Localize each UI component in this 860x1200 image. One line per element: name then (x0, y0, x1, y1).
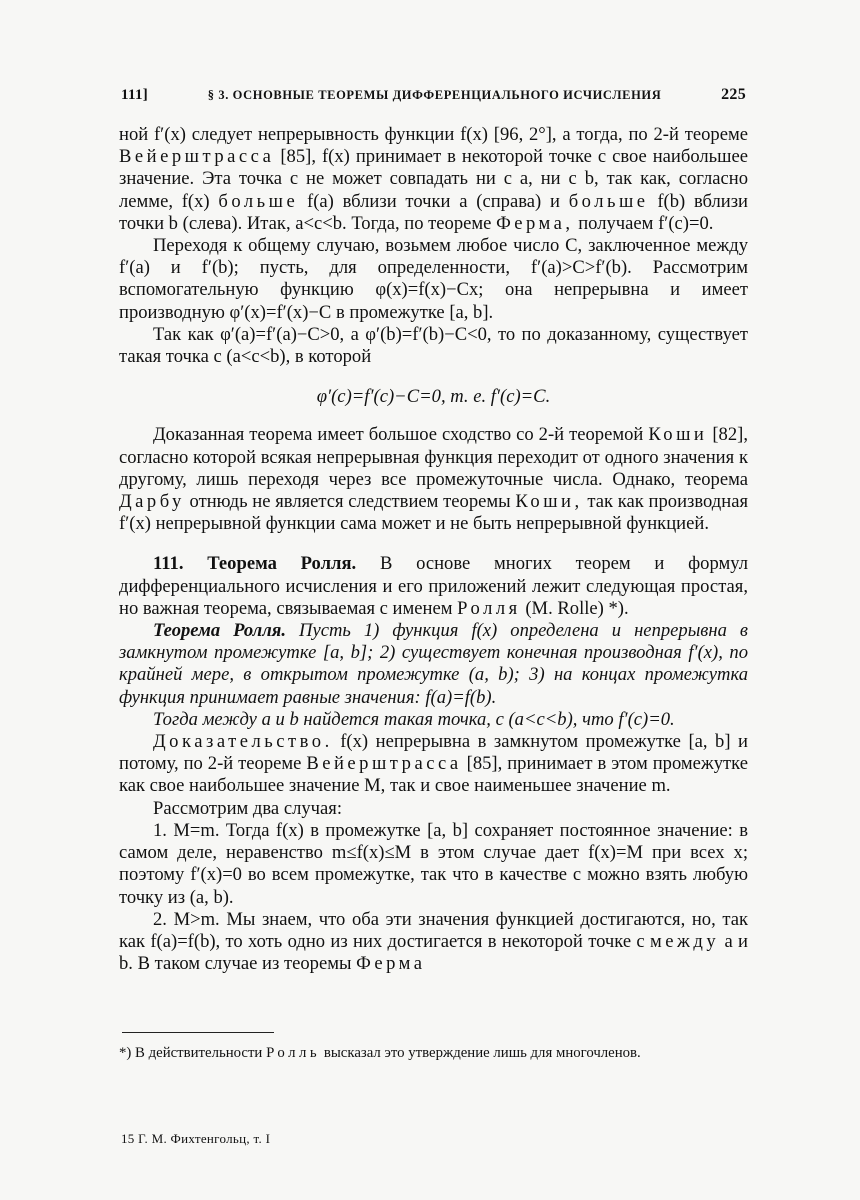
footnote-divider (122, 1032, 274, 1033)
text-run: a и b. В таком случае из теоремы (119, 930, 748, 975)
text-run: ной f′(x) следует непрерывность функции f(x) [96, 2°], а тогда, по 2-й теореме (119, 124, 748, 145)
text-run: отнюдь не является следствием теоремы (189, 491, 511, 513)
spaced-name: Ролля (457, 597, 521, 619)
cases-intro: Рассмотрим два случая: (153, 797, 342, 819)
spaced-name: Дарбу (119, 491, 185, 513)
footnote (119, 1044, 748, 1063)
text-run: 2. M>m. Мы знаем, что оба эти значения функцией достигаются, но, так как f(a)=f(b), то хоть одно из них достигается в некоторой точке c (119, 908, 748, 952)
display-formula: φ′(c)=f′(c)−C=0, т. е. f′(c)=C. (316, 386, 551, 408)
page-body (119, 124, 748, 975)
spaced-word: между (650, 930, 720, 952)
running-title: § 3. ОСНОВНЫЕ ТЕОРЕМЫ ДИФФЕРЕНЦИАЛЬНОГО ИСЧИСЛЕНИЯ (207, 88, 662, 102)
paragraph-continuation (119, 124, 748, 235)
paragraph-darboux-note (119, 424, 748, 535)
text-run: f(x) непрерывна в замкнутом промежутке [a, b] и потому, по 2-й теореме (119, 731, 748, 775)
case-one: 1. M=m. Тогда f(x) в промежутке [a, b] сохраняет постоянное значение: в самом деле, неравенство m≤f(x)≤M в этом случае дает f(x)=M при всех x; поэтому f′(x)=0 во всем промежутке, так что в качестве c можно взять любую точку из (a, b). (119, 819, 748, 908)
text-run: так как производная f′(x) непрерывной функции сама может и не быть непрерывной функцией. (119, 491, 748, 535)
text-run: f(a) вблизи точки a (справа) и (307, 190, 560, 212)
spaced-word: больше (568, 190, 649, 212)
text-run: В основе многих теорем и формул дифференциального исчисления и его приложений лежит следующая простая, но важная теорема, связываемая с именем (119, 553, 748, 619)
text-run: получаем f′(c)=0. (578, 212, 714, 234)
paragraph-since: Так как φ′(a)=f′(a)−C>0, а φ′(b)=f′(b)−C<0, то по доказанному, существует такая точка c (a<c<b), в которой (119, 323, 748, 368)
text-run: (M. Rolle) *). (525, 597, 629, 619)
section-111 (119, 553, 748, 620)
spaced-name: Ферма, (496, 212, 574, 234)
text-run: [85], f(x) принимает в некоторой точке c свое наибольшее значение. Эта точка c не может совпадать ни с a, ни с b, так как, согласно лемме, f(x) (119, 146, 748, 212)
section-heading: 111. Теорема Ролля. (153, 553, 357, 575)
theorem-statement (119, 620, 748, 709)
case-two (119, 909, 748, 976)
footnote-text: *) В действительности (119, 1045, 263, 1061)
text-run: Доказанная теорема имеет большое сходство со 2-й теоремой (153, 424, 644, 446)
text-run: [82], согласно которой всякая непрерывная функция переходит от одного значения к другому, лишь переходя через все промежуточные числа. Однако, теорема (119, 424, 748, 490)
spaced-word: больше (218, 190, 299, 212)
proof-heading: Доказательство. (153, 731, 333, 753)
footnote-name: Ролль (266, 1045, 321, 1061)
page-header (121, 86, 746, 108)
paragraph-general-case: Переходя к общему случаю, возьмем любое число C, заключенное между f′(a) и f′(b); пусть, для определенности, f′(a)>C>f′(b). Рассмотрим вспомогательную функцию φ(x)=f(x)−Cx; она непрерывна и имеет производную φ′(x)=f′(x)−C в промежутке [a, b]. (119, 235, 748, 323)
printer-signature: 15 Г. М. Фихтенгольц, т. I (121, 1131, 271, 1146)
theorem-heading: Теорема Ролля. (153, 620, 286, 642)
text-run: f(b) вблизи точки b (слева). Итак, a<c<b. Тогда, по теореме (119, 190, 749, 234)
spaced-name: Ферма (356, 953, 426, 975)
theorem-conclusion: Тогда между a и b найдется такая точка, c (a<c<b), что f′(c)=0. (153, 708, 675, 730)
spaced-name: Вейерштрасса (306, 753, 462, 775)
spaced-name: Вейерштрасса (119, 146, 275, 168)
text-run: [85], принимает в этом промежутке как свое наибольшее значение M, так и свое наименьшее значение m. (119, 753, 748, 797)
page-number: 225 (721, 86, 746, 103)
section-number: 111] (121, 87, 149, 103)
footnote-text: высказал это утверждение лишь для многочленов. (323, 1045, 641, 1061)
spaced-name: Коши (648, 424, 708, 446)
spaced-name: Коши, (515, 491, 583, 513)
theorem-text: Пусть 1) функция f(x) определена и непрерывна в замкнутом промежутке [a, b]; 2) существует конечная производная f′(x), по крайней мере, в открытом промежутке (a, b); 3) на концах промежутка функция принимает равные значения: f(a)=f(b). (119, 620, 748, 708)
proof-paragraph (119, 731, 748, 798)
